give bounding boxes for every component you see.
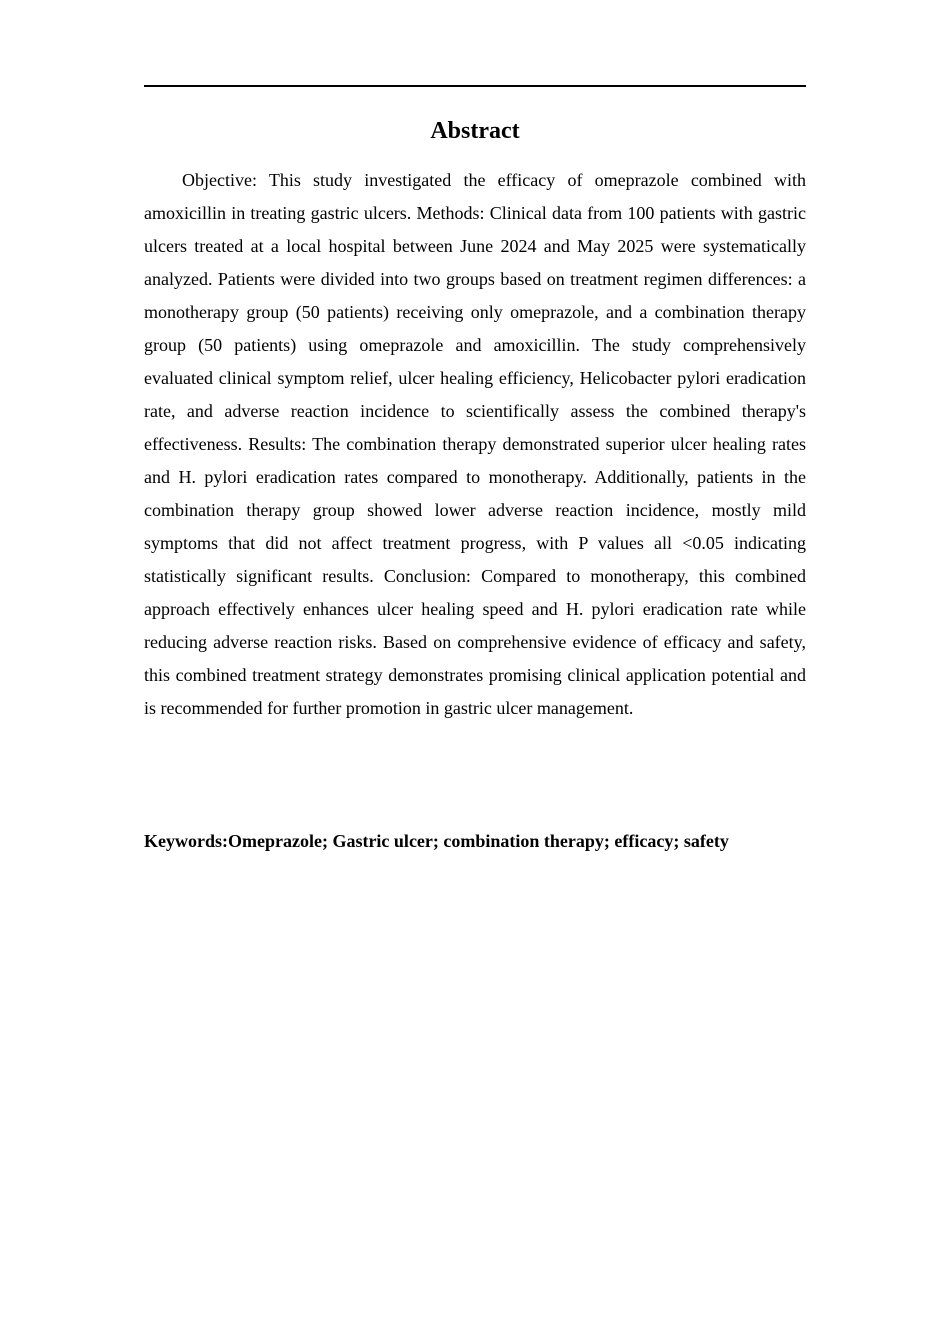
header-rule (144, 85, 806, 87)
abstract-title: Abstract (430, 118, 520, 144)
abstract-body: Objective: This study investigated the efficacy of omeprazole combined with amoxicillin in treating gastric ulcers. Methods: Clinical data from 100 patients with gastric ulcers treated at a local hospital between June 2024 and May 2025 were systematically analyzed. Patients were divided into two groups based on treatment regimen differences: a monotherapy group (50 patients) receiving only omeprazole, and a combination therapy group (50 patients) using omeprazole and amoxicillin. The study comprehensively evaluated clinical symptom relief, ulcer healing efficiency, Helicobacter pylori eradication rate, and adverse reaction incidence to scientifically assess the combined therapy's effectiveness. Results: The combination therapy demonstrated superior ulcer healing rates and H. pylori eradication rates compared to monotherapy. Additionally, patients in the combination therapy group showed lower adverse reaction incidence, mostly mild symptoms that did not affect treatment progress, with P values all <0.05 indicating statistically significant results. Conclusion: Compared to monotherapy, this combined approach effectively enhances ulcer healing speed and H. pylori eradication rate while reducing adverse reaction risks. Based on comprehensive evidence of efficacy and safety, this combined treatment strategy demonstrates promising clinical application potential and is recommended for further promotion in gastric ulcer management. (144, 170, 806, 718)
keywords-line: Keywords:Omeprazole; Gastric ulcer; combination therapy; efficacy; safety (144, 831, 729, 851)
